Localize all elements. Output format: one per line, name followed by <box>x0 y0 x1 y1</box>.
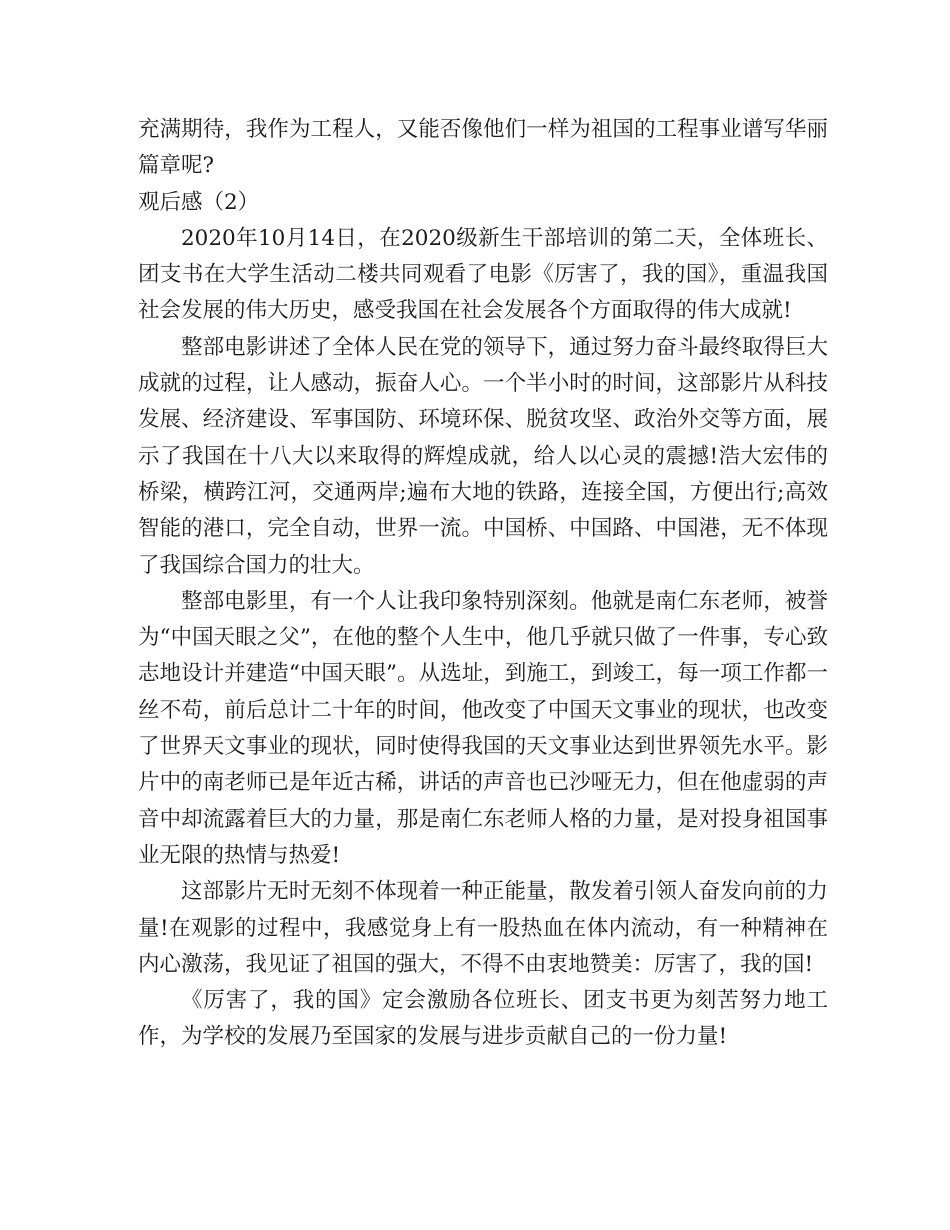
paragraph-3: 整部电影里，有一个人让我印象特别深刻。他就是南仁东老师，被誉为“中国天眼之父”，在他的整个人生中，他几乎就只做了一件事，专心致志地设计并建造“中国天眼”。从选址，到施工，到竣工，每一项工作都一丝不苟，前后总计二十年的时间，他改变了中国天文事业的现状，也改变了世界天文事业的现状，同时使得我国的天文事业达到世界领先水平。影片中的南老师已是年近古稀，讲话的声音也已沙哑无力，但在他虚弱的声音中却流露着巨大的力量，那是南仁东老师人格的力量，是对投身祖国事业无限的热情与热爱! <box>138 588 828 868</box>
paragraph-5: 《厉害了，我的国》定会激励各位班长、团支书更为刻苦努力地工作，为学校的发展乃至国家的发展与进步贡献自己的一份力量! <box>138 988 828 1050</box>
paragraph-2: 整部电影讲述了全体人民在党的领导下，通过努力奋斗最终取得巨大成就的过程，让人感动，振奋人心。一个半小时的时间，这部影片从科技发展、经济建设、军事国防、环境环保、脱贫攻坚、政治外交等方面，展示了我国在十八大以来取得的辉煌成就，给人以心灵的震撼!浩大宏伟的桥梁，横跨江河，交通两岸;遍布大地的铁路，连接全国，方便出行;高效智能的港口，完全自动，世界一流。中国桥、中国路、中国港，无不体现了我国综合国力的壮大。 <box>138 334 828 578</box>
paragraph-1: 2020年10月14日，在2020级新生干部培训的第二天，全体班长、团支书在大学生活动二楼共同观看了电影《厉害了，我的国》，重温我国社会发展的伟大历史，感受我国在社会发展各个方面取得的伟大成就! <box>138 225 828 324</box>
paragraph-4: 这部影片无时无刻不体现着一种正能量，散发着引领人奋发向前的力量!在观影的过程中，我感觉身上有一股热血在体内流动，有一种精神在内心激荡，我见证了祖国的强大，不得不由衷地赞美：厉害了，我的国! <box>138 879 828 977</box>
document-body <box>138 112 828 1056</box>
section-heading: 观后感（2） <box>138 189 260 215</box>
continuation-paragraph: 充满期待，我作为工程人，又能否像他们一样为祖国的工程事业谱写华丽篇章呢? <box>138 117 828 179</box>
